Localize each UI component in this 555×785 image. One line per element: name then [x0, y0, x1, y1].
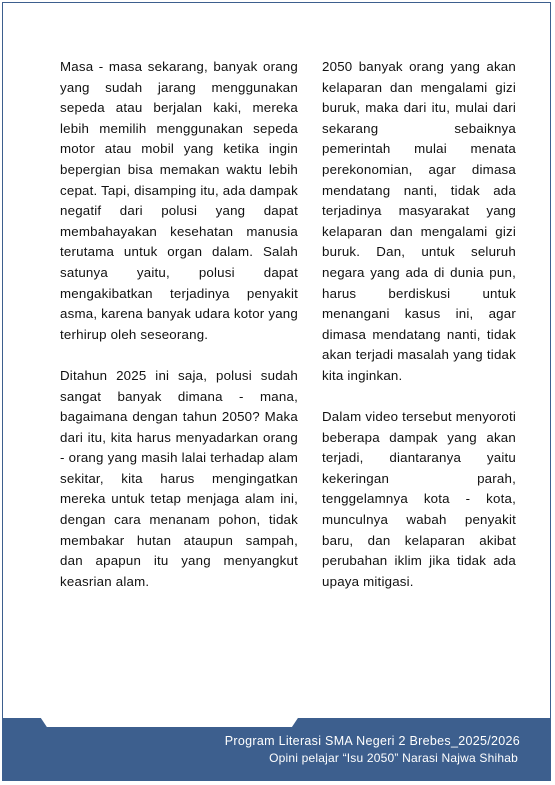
paragraph-right-1: 2050 banyak orang yang akan kelaparan dan mengalami gizi buruk, maka dari itu, mulai dari sekarang sebaiknya pemerintah mulai menata perekonomian, agar dimasa mendatang nanti, tidak ada terjadinya masyarakat yang kelaparan dan mengalami gizi buruk. Dan, untuk seluruh negara yang ada di dunia pun, harus berdiskusi untuk menangani kasus ini, agar dimasa mendatang nanti, tidak akan terjadi masalah yang tidak kita inginkan.: [322, 59, 516, 383]
paragraph-left-2: Ditahun 2025 ini saja, polusi sudah sangat banyak dimana - mana, bagaimana dengan tahun 2050? Maka dari itu, kita harus menyadarkan orang - orang yang masih lalai terhadap alam sekitar, kita harus mengingatkan mereka untuk tetap menjaga alam ini, dengan cara menanam pohon, tidak membakar hutan ataupun sampah, dan apapun itu yang menyangkut keasrian alam.: [60, 367, 298, 589]
footer-program-title: Program Literasi SMA Negeri 2 Brebes_2025/2026: [224, 734, 520, 748]
footer: [3, 718, 550, 780]
footer-notch-decoration: [3, 718, 550, 728]
paragraph-left-1: Masa - masa sekarang, banyak orang yang sudah jarang menggunakan sepeda atau berjalan kaki, mereka lebih memilih menggunakan sepeda motor atau mobil yang ketika ingin bepergian bisa memakan waktu lebih cepat. Tapi, disamping itu, ada dampak negatif dari polusi yang dapat membahayakan kesehatan manusia terutama untuk organ dalam. Salah satunya yaitu, polusi dapat mengakibatkan terjadinya penyakit asma, karena banyak udara kotor yang terhirup oleh seseorang.: [60, 59, 298, 342]
article-body: [60, 57, 516, 677]
page: [2, 2, 551, 781]
paragraph-right-2: Dalam video tersebut menyoroti beberapa dampak yang akan terjadi, diantaranya yaitu kekeringan parah, tenggelamnya kota - kota, munculnya wabah penyakit baru, dan kelaparan akibat perubahan iklim jika tidak ada upaya mitigasi.: [322, 409, 516, 589]
footer-subtitle: Opini pelajar “Isu 2050” Narasi Najwa Shihab: [269, 751, 518, 765]
article-column-right: [322, 57, 516, 677]
article-column-left: [60, 57, 298, 677]
